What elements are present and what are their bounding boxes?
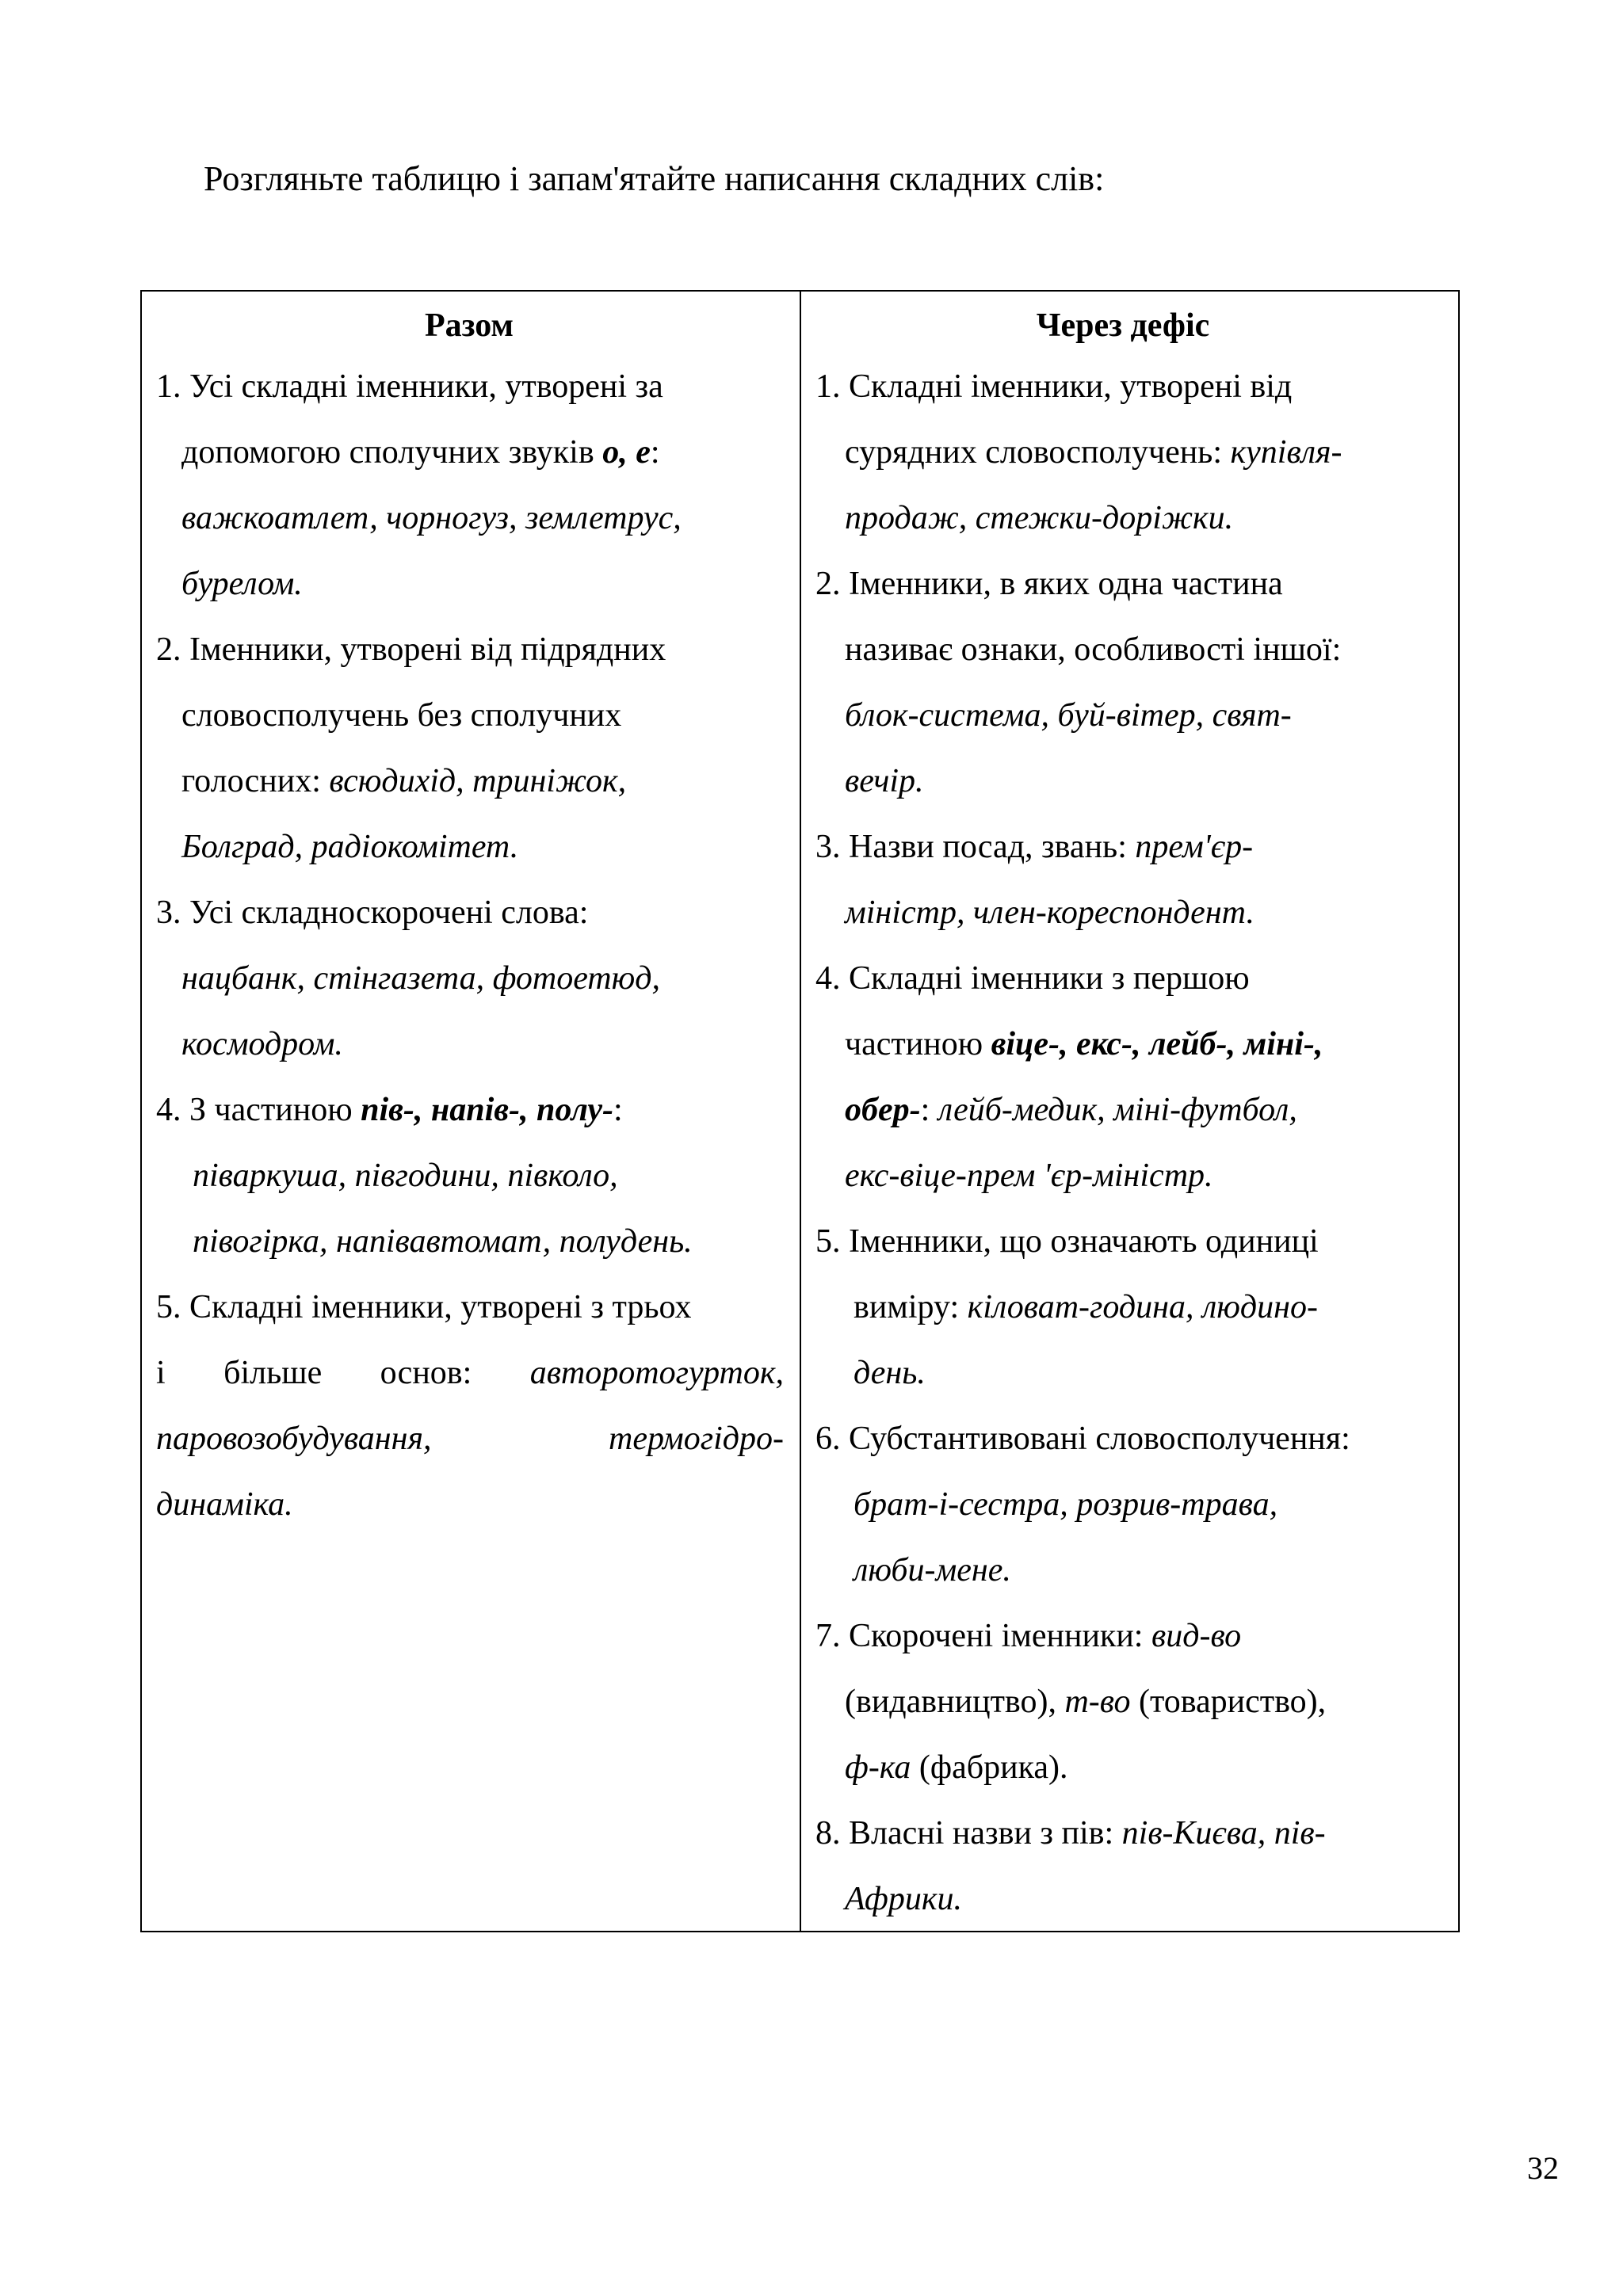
example-line: вечір. (845, 763, 924, 799)
rule-line: виміру: кіловат-година, людино- (854, 1289, 1318, 1325)
rule-line: обер-: лейб-медик, міні-футбол, (845, 1092, 1297, 1128)
rule-line: називає ознаки, особливості іншої: (845, 631, 1342, 668)
example-line: півогірка, напівавтомат, полудень. (193, 1223, 693, 1260)
example-line: брат-і-сестра, розрив-трава, (854, 1486, 1278, 1523)
example-line: люби-мене. (854, 1552, 1011, 1589)
rule-line: 4. З частиною пів-, напів-, полу-: (156, 1092, 623, 1128)
rule-line: частиною віце-, екс-, лейб-, міні-, (845, 1026, 1323, 1062)
rule-line: ф-ка (фабрика). (845, 1749, 1068, 1786)
rule-line: 7. Скорочені іменники: вид-во (815, 1618, 1242, 1654)
example-line: динаміка. (156, 1486, 293, 1523)
column-hyphen (815, 292, 1449, 1931)
rule-line: сурядних словосполучень: купівля- (845, 434, 1342, 471)
rule-line: 8. Власні назви з пів: пів-Києва, пів- (815, 1815, 1326, 1852)
rule-line: 1. Складні іменники, утворені від (815, 368, 1293, 405)
rule-line: 6. Субстантивовані словосполучення: (815, 1421, 1350, 1457)
rule-line: 5. Складні іменники, утворені з трьох (156, 1289, 692, 1325)
rule-line: 5. Іменники, що означають одиниці (815, 1223, 1319, 1260)
example-line: Болград, радіокомітет. (181, 829, 519, 865)
example-line: Африки. (845, 1881, 962, 1917)
example-line: космодром. (181, 1026, 343, 1062)
header-hyphen: Через дефіс (1036, 307, 1210, 344)
column-divider (800, 292, 801, 1931)
rule-line-justified: і більше основ: авторотогурток, (156, 1355, 784, 1391)
rule-line: 3. Усі складноскорочені слова: (156, 894, 589, 931)
rule-line: голосних: всюдихід, триніжок, (181, 763, 627, 799)
rule-line: (видавництво), т-во (товариство), (845, 1684, 1327, 1720)
spelling-table (140, 290, 1460, 1932)
example-line: екс-віце-прем 'єр-міністр. (845, 1158, 1213, 1194)
example-line: піваркуша, півгодини, півколо, (193, 1158, 618, 1194)
rule-line: 2. Іменники, в яких одна частина (815, 566, 1283, 602)
example-line: продаж, стежки-доріжки. (845, 500, 1234, 536)
example-line: нацбанк, стінгазета, фотоетюд, (181, 960, 660, 997)
rule-line: 3. Назви посад, звань: прем'єр- (815, 829, 1254, 865)
example-line: день. (854, 1355, 926, 1391)
example-line: міністр, член-кореспондент. (845, 894, 1255, 931)
example-line: важкоатлет, чорногуз, землетрус, (181, 500, 682, 536)
rule-line: 4. Складні іменники з першою (815, 960, 1250, 997)
rule-line: словосполучень без сполучних (181, 697, 622, 734)
rule-line: 1. Усі складні іменники, утворені за (156, 368, 663, 405)
rule-line: 2. Іменники, утворені від підрядних (156, 631, 666, 668)
intro-text: Розгляньте таблицю і запам'ятайте написання складних слів: (204, 159, 1105, 198)
page-number: 32 (1527, 2150, 1559, 2186)
example-line: бурелом. (181, 566, 303, 602)
rule-line: допомогою сполучних звуків о, е: (181, 434, 660, 471)
header-together: Разом (424, 307, 514, 344)
example-line-justified: паровозобудування, термогідро- (156, 1421, 784, 1457)
example-line: блок-система, буй-вітер, свят- (845, 697, 1292, 734)
column-together (156, 292, 790, 1931)
